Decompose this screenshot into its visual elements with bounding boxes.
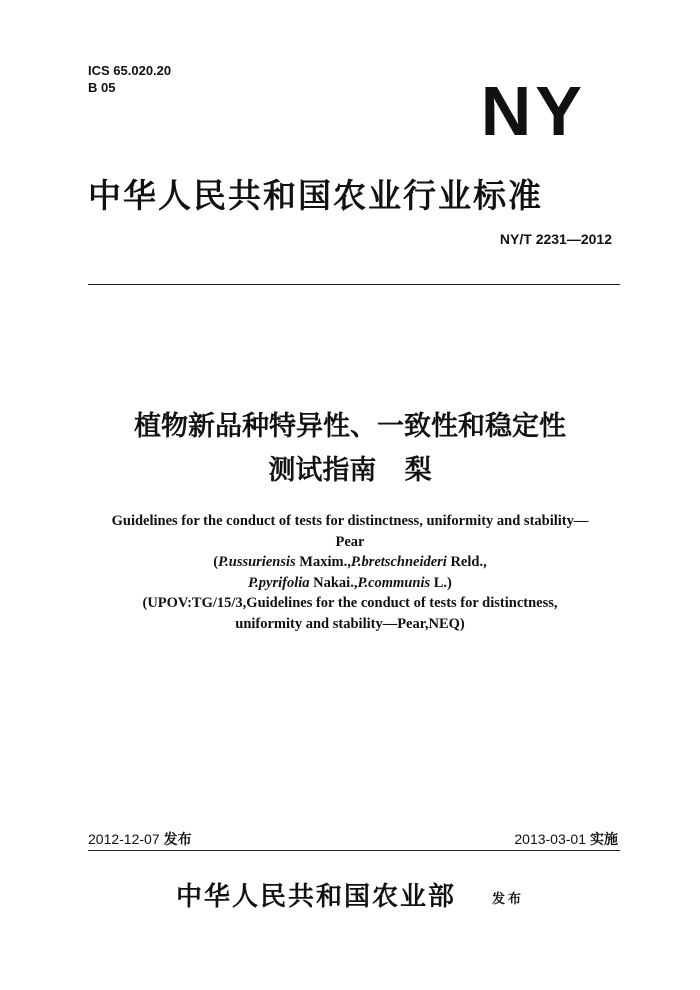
implementation-date [514, 829, 618, 849]
ccs-code: B 05 [88, 80, 116, 95]
standard-number: NY/T 2231—2012 [499, 231, 612, 247]
issue-date-value: 2012-12-07 [88, 831, 160, 847]
species-pyrifolia: P.pyrifolia [248, 574, 310, 591]
publisher-name: 中华人民共和国农业部 [176, 882, 457, 912]
author-maxim: Maxim., [295, 554, 351, 570]
issue-date [88, 829, 192, 849]
english-title-line-1: Guidelines for the conduct of tests for distinctness, uniformity and stability— [111, 513, 589, 529]
chinese-title-line-1: 植物新品种特异性、一致性和稳定性 [134, 411, 566, 442]
species-bretschneideri: P.bretschneideri [350, 554, 447, 570]
english-title-line-6: uniformity and stability—Pear,NEQ) [235, 615, 465, 632]
bottom-divider [88, 850, 620, 851]
chinese-title-line-2: 测试指南 梨 [268, 455, 432, 486]
implementation-date-label: 实施 [590, 832, 618, 848]
english-title-line-4 [60, 573, 640, 594]
issue-date-label: 发布 [163, 832, 192, 848]
english-title-line-2: Pear [335, 533, 365, 550]
author-l: L.) [430, 574, 452, 591]
english-title [60, 511, 640, 634]
ny-logo: NY [480, 72, 586, 150]
species-communis: P.communis [357, 574, 431, 591]
english-title-line-3: (P.ussuriensis Maxim.,P.bretschneideri Reld., [213, 554, 487, 570]
ics-code: ICS 65.020.20 [88, 63, 172, 78]
english-title-line-5: (UPOV:TG/15/3,Guidelines for the conduct of tests for distinctness, [142, 595, 558, 611]
author-reld: Reld., [446, 554, 487, 570]
implementation-date-value: 2013-03-01 [514, 831, 586, 847]
standard-type-heading: 中华人民共和国农业行业标准 [88, 176, 543, 215]
top-divider [88, 284, 620, 285]
species-ussuriensis: P.ussuriensis [218, 554, 296, 570]
author-nakai: Nakai., [309, 574, 358, 591]
publish-label: 发布 [492, 892, 525, 907]
